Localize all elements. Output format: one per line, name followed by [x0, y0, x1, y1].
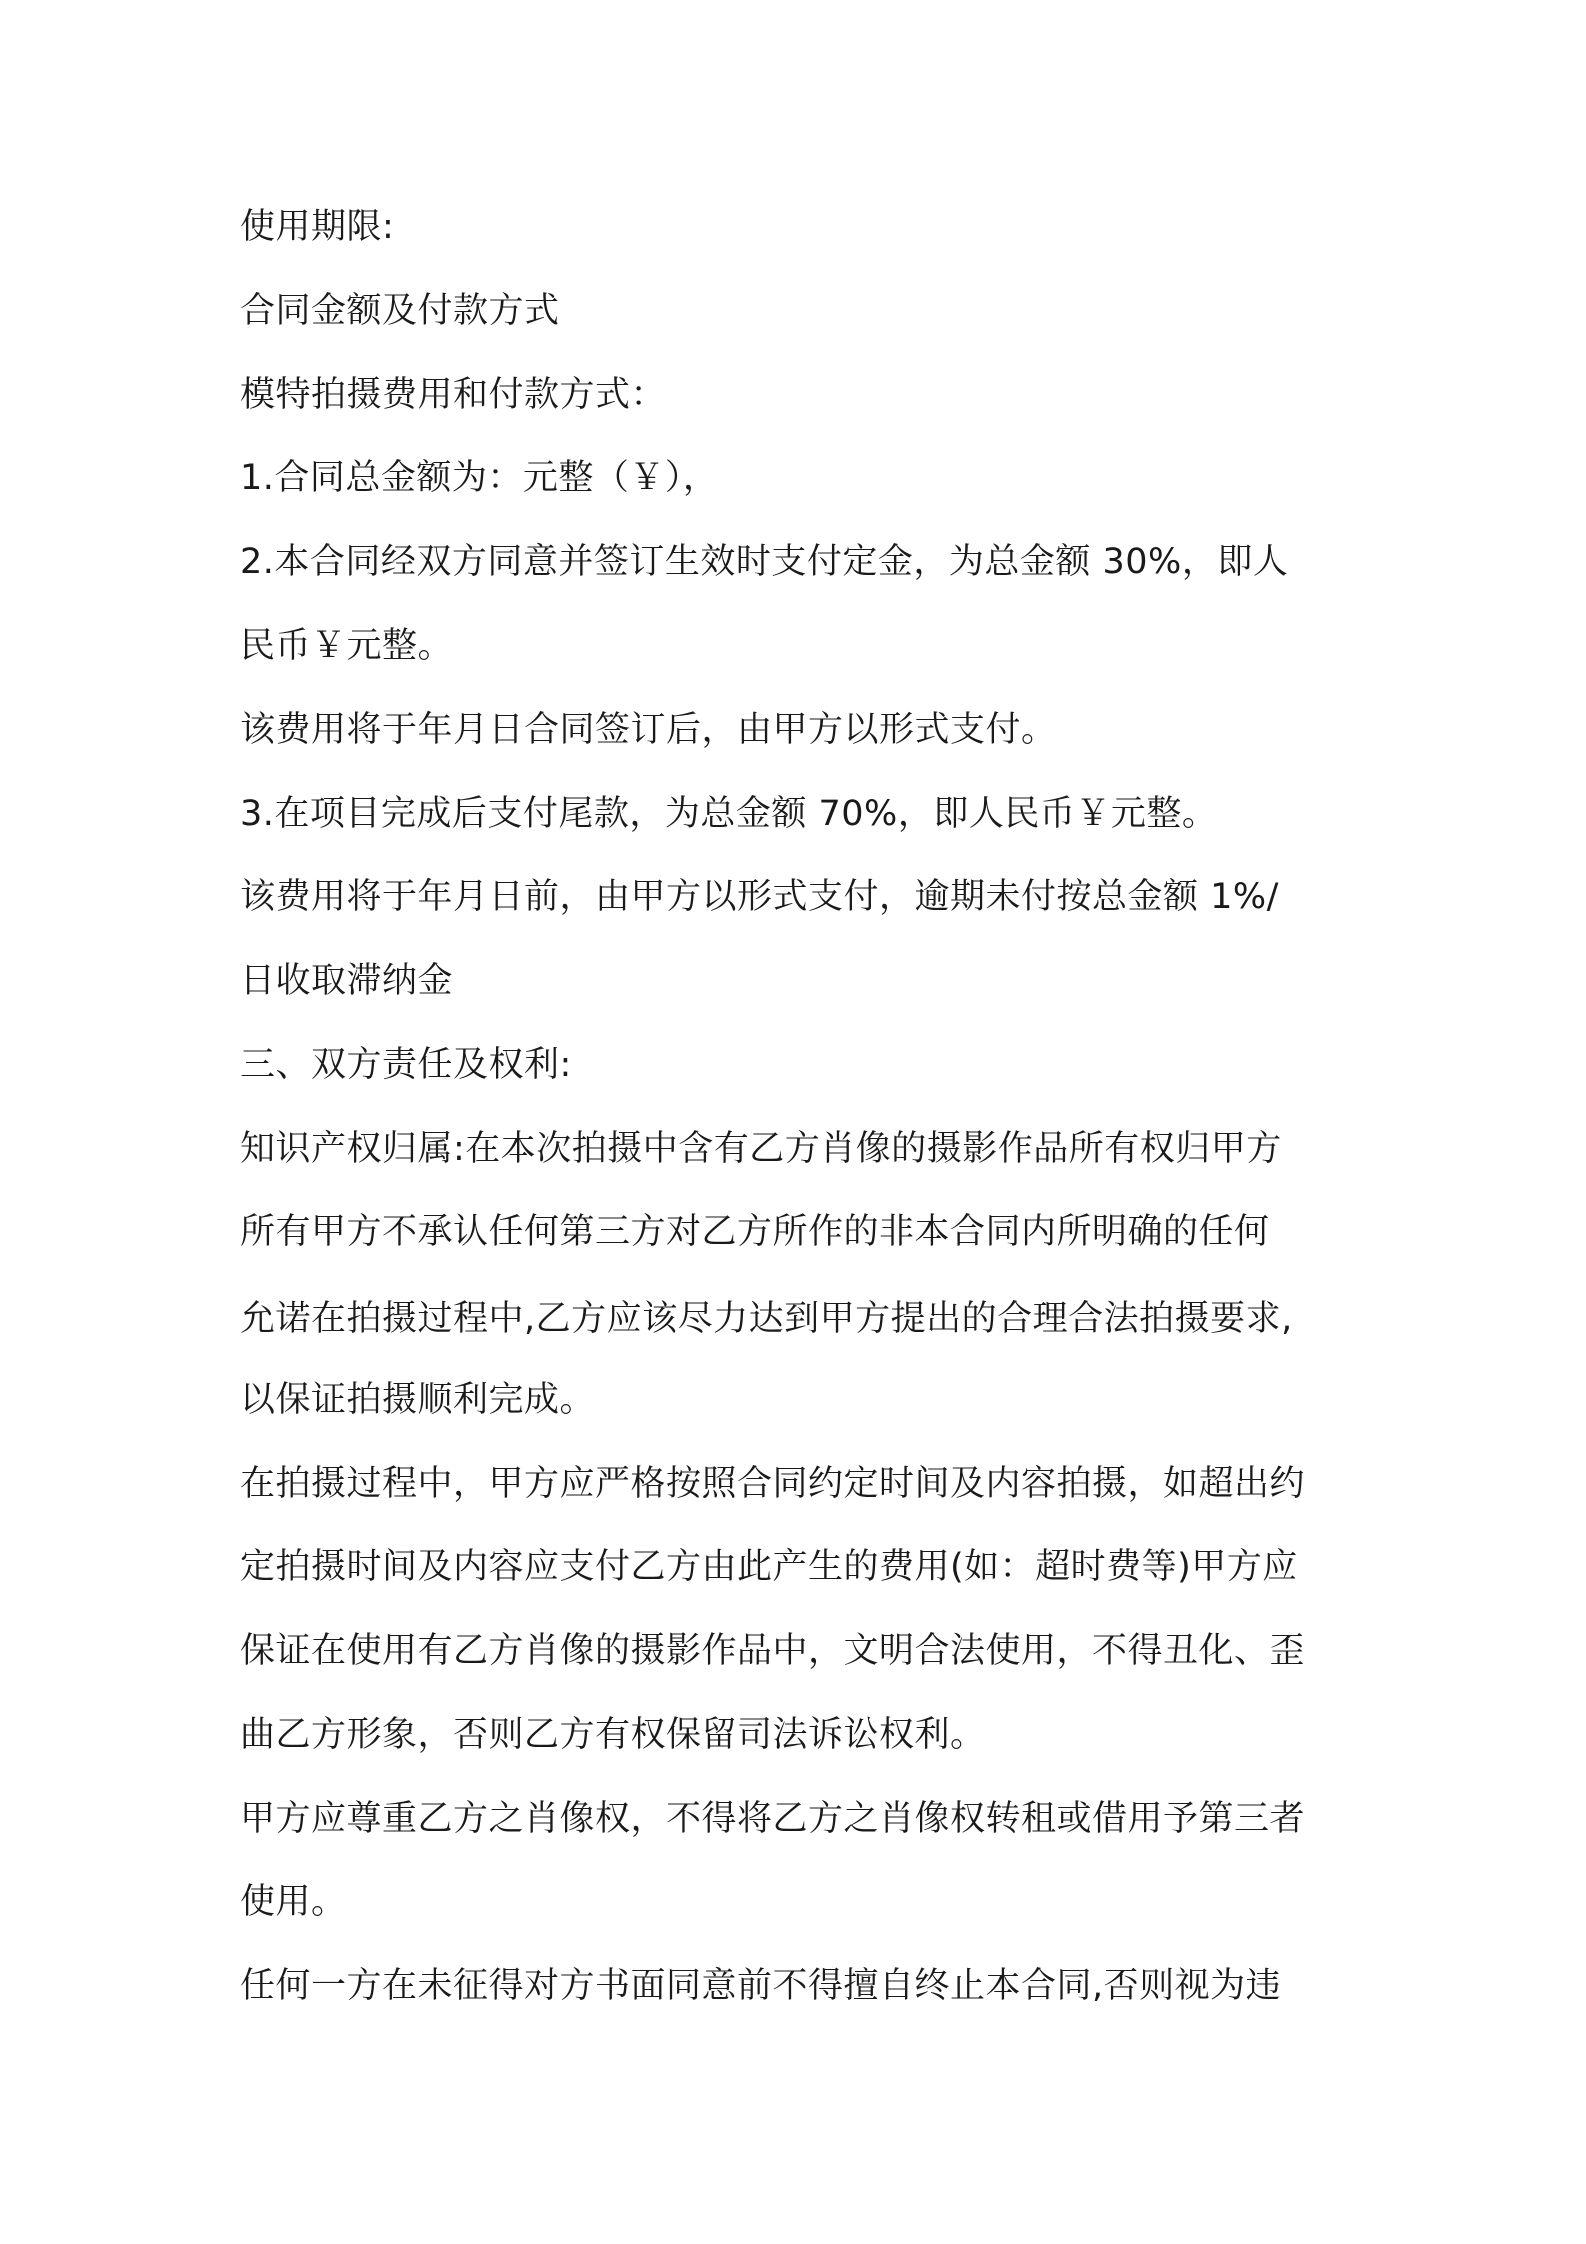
text-line-ip-ownership-cont-2: 允诺在拍摄过程中,乙方应该尽力达到甲方提出的合理合法拍摄要求, — [240, 1299, 1293, 1339]
text-line-shooting-process-cont-1: 定拍摄时间及内容应支付乙方由此产生的费用(如：超时费等)甲方应 — [240, 1547, 1298, 1587]
text-line-late-fee: 日收取滞纳金 — [240, 961, 454, 1001]
text-line-clause-1: 1.合同总金额为：元整（￥）， — [240, 458, 719, 498]
text-line-termination: 任何一方在未征得对方书面同意前不得擅自终止本合同,否则视为违 — [240, 1966, 1282, 2006]
text-line-section-3-heading: 三、双方责任及权利: — [240, 1045, 572, 1085]
text-line-clause-2: 2.本合同经双方同意并签订生效时支付定金，为总金额 30%，即人 — [240, 542, 1289, 582]
text-line-deposit-payment: 该费用将于年月日合同签订后，由甲方以形式支付。 — [240, 710, 1057, 750]
text-line-shooting-process-cont-2: 保证在使用有乙方肖像的摄影作品中，文明合法使用，不得丑化、歪 — [240, 1631, 1306, 1671]
text-line-usage-period: 使用期限: — [240, 207, 395, 247]
text-line-portrait-rights-cont: 使用。 — [240, 1882, 347, 1922]
text-line-ip-ownership-cont-3: 以保证拍摄顺利完成。 — [240, 1380, 596, 1420]
text-line-portrait-rights: 甲方应尊重乙方之肖像权，不得将乙方之肖像权转租或借用予第三者 — [240, 1799, 1306, 1839]
text-line-ip-ownership-cont-1: 所有甲方不承认任何第三方对乙方所作的非本合同内所明确的任何 — [240, 1212, 1270, 1252]
text-line-shooting-process: 在拍摄过程中，甲方应严格按照合同约定时间及内容拍摄，如超出约 — [240, 1464, 1306, 1504]
text-line-clause-2-cont: 民币￥元整。 — [240, 626, 454, 666]
text-line-model-fee-heading: 模特拍摄费用和付款方式： — [240, 375, 667, 415]
text-line-shooting-process-cont-3: 曲乙方形象，否则乙方有权保留司法诉讼权利。 — [240, 1715, 986, 1755]
text-line-balance-payment: 该费用将于年月日前，由甲方以形式支付，逾期未付按总金额 1%/ — [240, 877, 1279, 917]
text-line-contract-amount-heading: 合同金额及付款方式 — [240, 291, 560, 331]
text-line-clause-3: 3.在项目完成后支付尾款，为总金额 70%，即人民币￥元整。 — [240, 794, 1218, 834]
text-line-ip-ownership: 知识产权归属:在本次拍摄中含有乙方肖像的摄影作品所有权归甲方 — [240, 1129, 1282, 1169]
